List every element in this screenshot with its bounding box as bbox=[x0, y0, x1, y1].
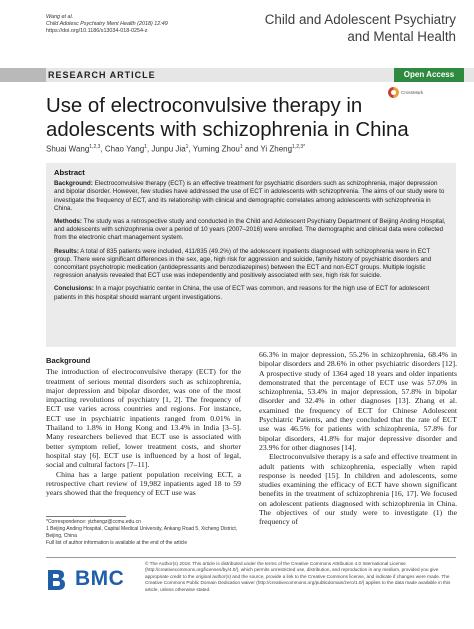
abstract-methods-text: The study was a retrospective study and conducted in the Child and Adolescent Psychiatry Department of Beijing Anding Hospital, and adolescents with schizophrenia over a period of 10 years (2007–2016) were enrolled. The demographic and clinical data were collected from the electronic chart management system. bbox=[54, 218, 446, 242]
article-type-label: RESEARCH ARTICLE bbox=[48, 70, 156, 80]
footnote-divider bbox=[46, 516, 126, 517]
abstract-background-text: Electroconvulsive therapy (ECT) is an effective treatment for psychiatric disorders such as schizophrenia, major depression and bipolar disorder. However, few studies have addressed the use of ECT in adolescents with schizophrenia. The aims of our study were to investigate the frequency of ECT, and its relationship with clinical and demographic correlates among adolescents with schizophrenia in China. bbox=[54, 180, 445, 212]
abstract-conclusions bbox=[54, 285, 448, 301]
citation-doi[interactable]: https://doi.org/10.1186/s13034-018-0254-z bbox=[46, 28, 148, 35]
abstract-background bbox=[54, 180, 448, 213]
affiliation-footnote: 1 Beijing Anding Hospital, Capital Medical University, Ankang Road 5, Xicheng District, Beijing, China bbox=[46, 525, 238, 539]
body-column-right bbox=[259, 350, 457, 527]
journal-name-line2: and Mental Health bbox=[347, 28, 456, 44]
author-list: Shuai Wang$^{1,2,3}$, Chao Yang$^1$, Junpu Jia$^1$, Yuming Zhou$^1$ and Yi Zheng$^{1,2,3*}$ bbox=[46, 144, 306, 154]
abstract-methods bbox=[54, 218, 448, 243]
abstract-results bbox=[54, 248, 448, 281]
body-paragraph: China has a large patient population receiving ECT, a retrospective chart review of 19,982 inpatients aged 18 to 59 years showed that the frequency of ECT use was bbox=[46, 469, 241, 498]
license-text: © The Author(s) 2018. This article is distributed under the terms of the Creative Commons Attribution 4.0 International License (http://creativecommons.org/licenses/by/4.0/), which permits unrestricted use, distribution, and reproduction in any medium, provided you give appropriate credit to the original author(s) and the source, provide a link to the Creative Commons license, and indicate if changes were made. The Creative Commons Public Domain Dedication waiver (http://creativecommons.org/publicdomain/zero/1.0/) applies to the data made available in this article, unless otherwise stated. bbox=[145, 561, 451, 592]
article-type-bar bbox=[0, 68, 474, 82]
abstract-results-text: A total of 835 patients were included, 411/835 (49.2%) of the adolescent inpatients diagnosed with schizophrenia were in ECT group. There were significant differences in the sex, age, high risk for aggression and suicide, family history of psychiatric disorders and concomitant psychotropic medication (antidepressants and benzodiazepines) between the ECT and non-ECT groups. Multiple logistic regression analysis revealed that ECT use was independently and positively associated with sex, high risk for suicide. bbox=[54, 247, 432, 280]
abstract-results-label: Results: bbox=[54, 247, 79, 255]
correspondence-footnote: *Correspondence: yizhengz@ccmu.edu.cn bbox=[46, 519, 141, 525]
citation-authors: Wang et al. bbox=[46, 14, 74, 20]
author-info-footnote: Full list of author information is available at the end of the article bbox=[46, 539, 188, 546]
body-column-left bbox=[46, 356, 241, 497]
abstract-background-label: Background: bbox=[54, 180, 93, 188]
section-heading-background: Background bbox=[46, 356, 91, 365]
citation-block bbox=[46, 14, 168, 36]
open-access-badge: Open Access bbox=[394, 68, 464, 82]
journal-name-line1: Child and Adolescent Psychiatry bbox=[264, 12, 456, 27]
footer-divider bbox=[46, 557, 456, 558]
crossmark-label: CrossMark bbox=[401, 90, 424, 95]
citation-journal: Child Adolesc Psychiatry Ment Health (2018) 12:49 bbox=[46, 21, 168, 28]
bmc-logo-mark bbox=[46, 566, 72, 592]
abstract-conclusions-label: Conclusions: bbox=[54, 285, 94, 293]
body-paragraph: The introduction of electroconvulsive therapy (ECT) for the treatment of serious mental disorders such as schizophrenia, major depression and bipolar disorder, was one of the most impacting revolutions of psychiatry [1, 2]. The frequency of ECT use varies across countries and regions. For instance, ECT use in psychiatric inpatients ranged from 0.01% in Thailand to 1.8% in Hong Kong and 13.4% in India [3–5]. Many researchers believed that ECT use is associated with better symptom relief, lower treatment costs, and shorter hospital stay [6]. ECT use is influenced by a host of legal, social and cultural factors [7–11]. bbox=[46, 367, 241, 470]
body-paragraph: 66.3% in major depression, 55.2% in schizophrenia, 68.4% in bipolar disorders and 28.6% in other psychiatric disorders [12]. A prospective study of 1364 aged 18 years and older inpatients demonstrated that the percentage of ECT use was 57.0% in schizophrenia, 53.4% in major depression, 57.8% in bipolar disorder and 32.4% in other diagnoses [13]. Zhang et al. examined the frequency of ECT for Chinese Adolescent Psychiatric Patients, and they concluded that the rate of ECT use was 46.5% for patients with schizophrenia, 57.8% for bipolar disorders, 41.8% for major depressive disorder and 23.9% for other diagnoses [14]. bbox=[259, 350, 457, 452]
abstract-box bbox=[46, 163, 456, 347]
abstract-conclusions-text: In a major psychiatric center in China, the use of ECT was common, and reasons for the high use of ECT for adolescent patients in this hospital should warrant urgent investigations. bbox=[54, 285, 430, 301]
body-paragraph: Electroconvulsive therapy is a safe and effective treatment in adult patients with schizophrenia, especially when rapid response is needed [15]. In children and adolescents, some studies examining the efficacy of ECT have shown significant benefits in the treatment of schizophrenia [16, 17]. We focused on adolescent patients diagnosed with schizophrenia in China. The objectives of our study were to investigate (1) the frequency of bbox=[259, 452, 457, 527]
journal-name bbox=[265, 12, 456, 45]
bmc-wordmark: BMC bbox=[75, 567, 125, 590]
abstract-heading: Abstract bbox=[54, 168, 85, 177]
article-title: Use of electroconvulsive therapy in adolescents with schizophrenia in China bbox=[46, 95, 409, 141]
bmc-logo[interactable] bbox=[46, 566, 124, 592]
footnotes bbox=[46, 519, 246, 547]
abstract-methods-label: Methods: bbox=[54, 218, 82, 226]
article-type-bar-accent bbox=[0, 68, 46, 82]
